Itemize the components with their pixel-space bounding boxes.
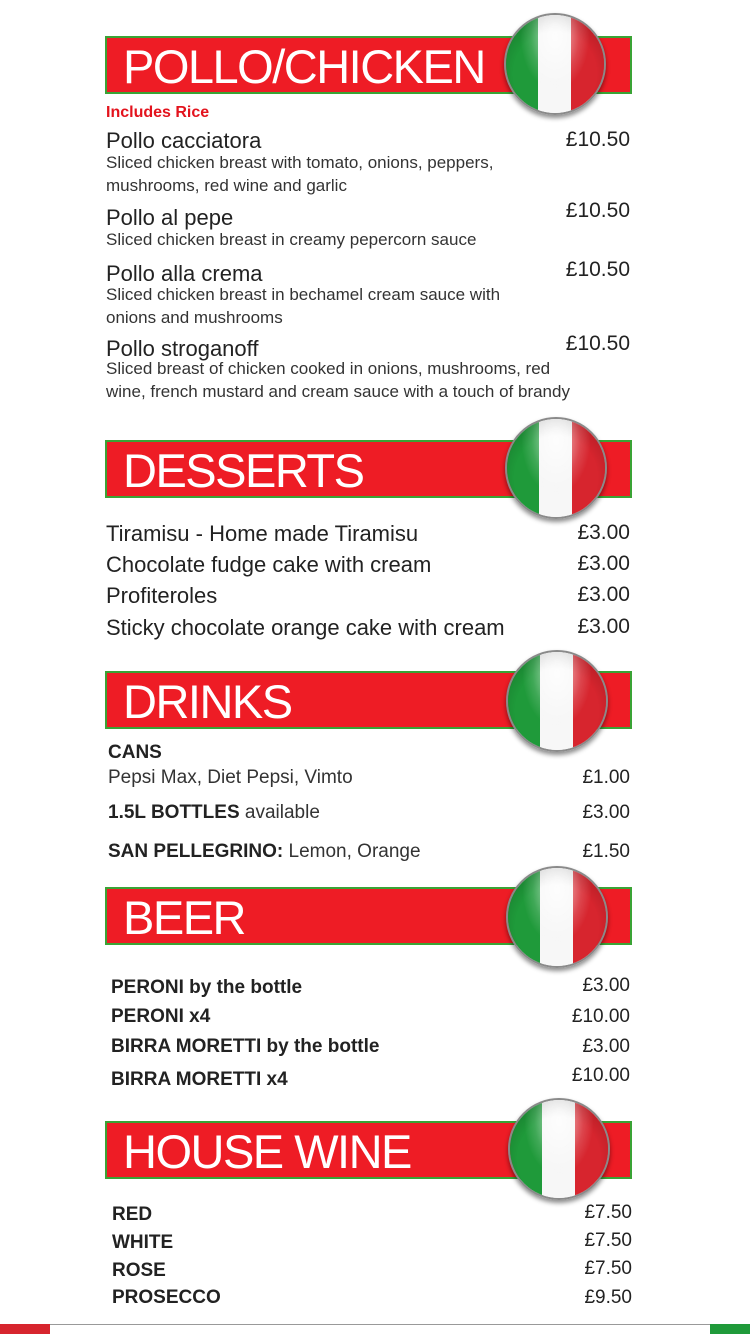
wine-item-price: £7.50: [584, 1230, 632, 1251]
wine-item-name: WHITE: [112, 1232, 174, 1253]
beer-item-name: BIRRA MORETTI x4: [111, 1069, 288, 1090]
beer-title: BEER: [123, 891, 245, 944]
cans-list: Pepsi Max, Diet Pepsi, Vimto: [108, 767, 353, 788]
italian-flag-icon: [506, 866, 608, 968]
wine-item-price: £9.50: [584, 1287, 632, 1308]
menu-item-description: Sliced chicken breast in creamy pepercorn sauce: [106, 230, 477, 249]
italian-flag-icon: [504, 13, 606, 115]
bottles-price: £3.00: [582, 802, 630, 823]
pellegrino-price: £1.50: [582, 841, 630, 862]
italian-flag-icon: [505, 417, 607, 519]
bottles-line: [108, 802, 320, 824]
cans-price: £1.00: [582, 767, 630, 788]
menu-item-description: Sliced chicken breast in bechamel cream sauce with onions and mushrooms: [106, 285, 501, 327]
menu-item-price: £10.50: [565, 258, 630, 281]
menu-item-price: £10.50: [565, 199, 630, 222]
menu-item-name: Pollo cacciatora: [106, 128, 262, 153]
cans-label: CANS: [108, 742, 162, 763]
italian-flag-icon: [508, 1098, 610, 1200]
wine-item-name: RED: [112, 1204, 153, 1225]
menu-item-name: Pollo stroganoff: [106, 336, 259, 361]
drinks-title: DRINKS: [123, 675, 292, 728]
dessert-item-price: £3.00: [577, 615, 630, 638]
beer-item-name: PERONI x4: [111, 1006, 211, 1027]
dessert-item-name: Profiteroles: [106, 583, 218, 608]
menu-item-description: Sliced chicken breast with tomato, onions, peppers, mushrooms, red wine and garlic: [106, 153, 494, 195]
dessert-item-price: £3.00: [577, 583, 630, 606]
wine-item-price: £7.50: [584, 1258, 632, 1279]
wine-item-name: PROSECCO: [112, 1287, 221, 1308]
menu-item-name: Pollo alla crema: [106, 261, 263, 286]
pellegrino-label: SAN PELLEGRINO:: [108, 841, 284, 862]
dessert-item-name: Chocolate fudge cake with cream: [106, 552, 432, 577]
menu-item-price: £10.50: [565, 128, 630, 151]
wine-item-price: £7.50: [584, 1202, 632, 1223]
bottles-label: 1.5L BOTTLES: [108, 802, 240, 823]
dessert-item-name: Tiramisu - Home made Tiramisu: [106, 521, 419, 546]
menu-item-description: Sliced breast of chicken cooked in onions, mushrooms, red wine, french mustard and cream sauce with a touch of brandy: [106, 359, 570, 401]
beer-item-price: £10.00: [571, 1006, 630, 1027]
menu-item-price: £10.50: [565, 332, 630, 355]
menu-item-name: Pollo al pepe: [106, 205, 234, 230]
wine-title: HOUSE WINE: [123, 1125, 411, 1178]
dessert-item-name: Sticky chocolate orange cake with cream: [106, 615, 505, 640]
includes-rice-note: Includes Rice: [106, 104, 210, 121]
beer-item-price: £10.00: [571, 1065, 630, 1086]
bottom-tricolour-strip: [0, 1324, 750, 1334]
dessert-item-price: £3.00: [577, 552, 630, 575]
wine-item-name: ROSE: [112, 1260, 166, 1281]
pellegrino-flavours: Lemon, Orange: [283, 841, 421, 862]
italian-flag-icon: [506, 650, 608, 752]
desserts-title: DESSERTS: [123, 444, 364, 497]
dessert-item-price: £3.00: [577, 521, 630, 544]
beer-item-price: £3.00: [582, 975, 630, 996]
beer-item-name: BIRRA MORETTI by the bottle: [111, 1036, 380, 1057]
bottles-note: available: [239, 802, 320, 823]
chicken-title: POLLO/CHICKEN: [123, 40, 485, 93]
beer-item-name: PERONI by the bottle: [111, 977, 303, 998]
beer-item-price: £3.00: [582, 1036, 630, 1057]
pellegrino-line: [108, 841, 421, 863]
